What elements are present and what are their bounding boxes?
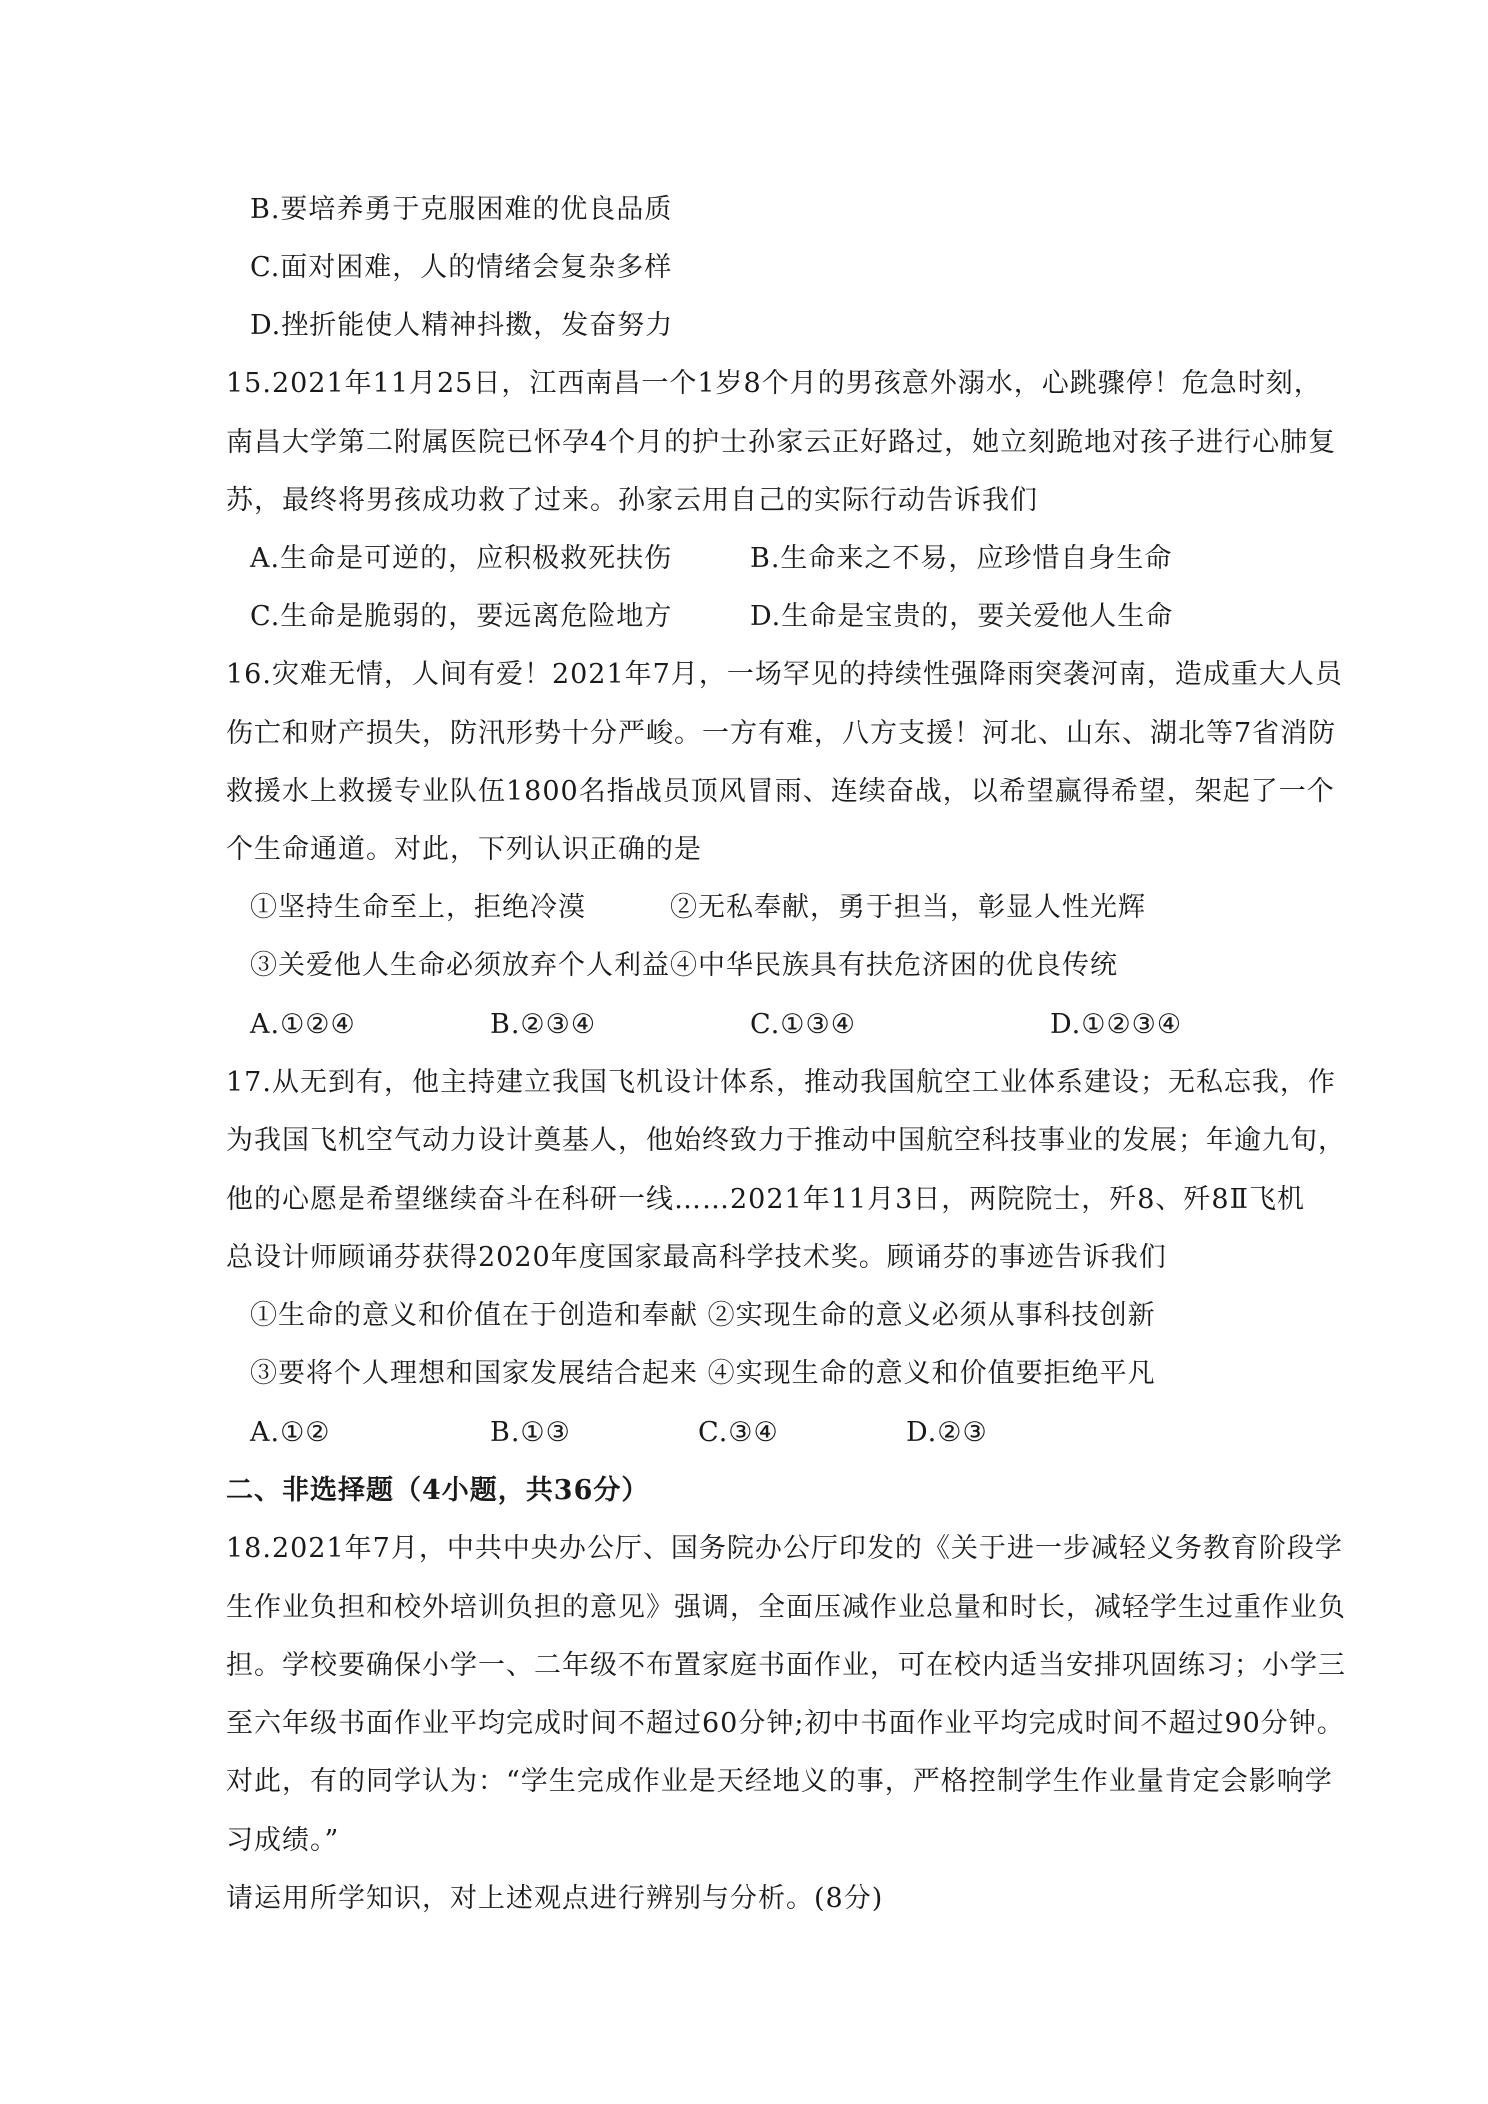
q16-stem-line-4: 个生命通道。对此，下列认识正确的是: [226, 834, 702, 865]
q16-stem-line-1: 16.灾难无情，人间有爱！2021年7月，一场罕见的持续性强降雨突袭河南，造成重大人员: [226, 659, 1343, 690]
q17-choice-b: B.①③: [490, 1417, 571, 1448]
q16-statement-1: ①坚持生命至上，拒绝冷漠: [250, 892, 586, 923]
q17-stem-line-4: 总设计师顾诵芬获得2020年度国家最高科学技术奖。顾诵芬的事迹告诉我们: [226, 1242, 1167, 1273]
q15-stem-line-2: 南昌大学第二附属医院已怀孕4个月的护士孙家云正好路过，她立刻跪地对孩子进行心肺复: [226, 427, 1337, 458]
q17-stem-line-3: 他的心愿是希望继续奋斗在科研一线……2021年11月3日，两院院士，歼8、歼8Ⅱ飞机: [226, 1184, 1305, 1215]
q14-option-b: B.要培养勇于克服困难的优良品质: [250, 194, 673, 225]
q16-choice-a: A.①②④: [250, 1009, 356, 1040]
q16-statement-3: ③关爱他人生命必须放弃个人利益: [250, 950, 670, 981]
q17-choice-c: C.③④: [698, 1417, 779, 1448]
q18-stem-line-1: 18.2021年7月，中共中央办公厅、国务院办公厅印发的《关于进一步减轻义务教育阶段学: [226, 1533, 1343, 1564]
q18-stem-line-5: 对此，有的同学认为：“学生完成作业是天经地义的事，严格控制学生作业量肯定会影响学: [226, 1766, 1333, 1797]
q18-stem-line-6: 习成绩。”: [226, 1825, 340, 1856]
q15-option-c: C.生命是脆弱的，要远离危险地方: [250, 601, 673, 632]
q17-stem-line-2: 为我国飞机空气动力设计奠基人，他始终致力于推动中国航空科技事业的发展；年逾九旬，: [226, 1125, 1346, 1156]
q17-stem-line-1: 17.从无到有，他主持建立我国飞机设计体系，推动我国航空工业体系建设；无私忘我，作: [226, 1067, 1336, 1098]
section-heading: 二、非选择题（4小题，共36分）: [226, 1475, 650, 1506]
q16-stem-line-3: 救援水上救援专业队伍1800名指战员顶风冒雨、连续奋战，以希望赢得希望，架起了一个: [226, 776, 1335, 807]
q15-option-b: B.生命来之不易，应珍惜自身生命: [750, 543, 1173, 574]
q17-statements-row-2: ③要将个人理想和国家发展结合起来 ④实现生命的意义和价值要拒绝平凡: [250, 1358, 1156, 1389]
q18-stem-line-2: 生作业负担和校外培训负担的意见》强调，全面压减作业总量和时长，减轻学生过重作业负: [226, 1592, 1346, 1623]
q16-choice-d: D.①②③④: [1050, 1009, 1183, 1040]
q16-choice-b: B.②③④: [490, 1009, 597, 1040]
q17-choice-a: A.①②: [250, 1417, 331, 1448]
q18-prompt: 请运用所学知识，对上述观点进行辨别与分析。(8分): [226, 1883, 884, 1914]
q16-choice-c: C.①③④: [750, 1009, 856, 1040]
q14-option-d: D.挫折能使人精神抖擞，发奋努力: [250, 310, 674, 341]
q16-statement-2: ②无私奉献，勇于担当，彰显人性光辉: [670, 892, 1146, 923]
q17-choice-d: D.②③: [906, 1417, 988, 1448]
q15-option-d: D.生命是宝贵的，要关爱他人生命: [750, 601, 1174, 632]
q18-stem-line-3: 担。学校要确保小学一、二年级不布置家庭书面作业，可在校内适当安排巩固练习；小学三: [226, 1650, 1346, 1681]
q18-stem-line-4: 至六年级书面作业平均完成时间不超过60分钟;初中书面作业平均完成时间不超过90分钟。: [226, 1708, 1345, 1739]
q15-stem-line-3: 苏，最终将男孩成功救了过来。孙家云用自己的实际行动告诉我们: [226, 485, 1038, 516]
q16-stem-line-2: 伤亡和财产损失，防汛形势十分严峻。一方有难，八方支援！河北、山东、湖北等7省消防: [226, 718, 1337, 749]
q14-option-c: C.面对困难，人的情绪会复杂多样: [250, 252, 673, 283]
q15-stem-line-1: 15.2021年11月25日，江西南昌一个1岁8个月的男孩意外溺水，心跳骤停！危急时刻，: [226, 368, 1322, 399]
q17-statements-row-1: ①生命的意义和价值在于创造和奉献 ②实现生命的意义必须从事科技创新: [250, 1300, 1156, 1331]
q16-statement-4: ④中华民族具有扶危济困的优良传统: [670, 950, 1118, 981]
q15-option-a: A.生命是可逆的，应积极救死扶伤: [250, 543, 673, 574]
